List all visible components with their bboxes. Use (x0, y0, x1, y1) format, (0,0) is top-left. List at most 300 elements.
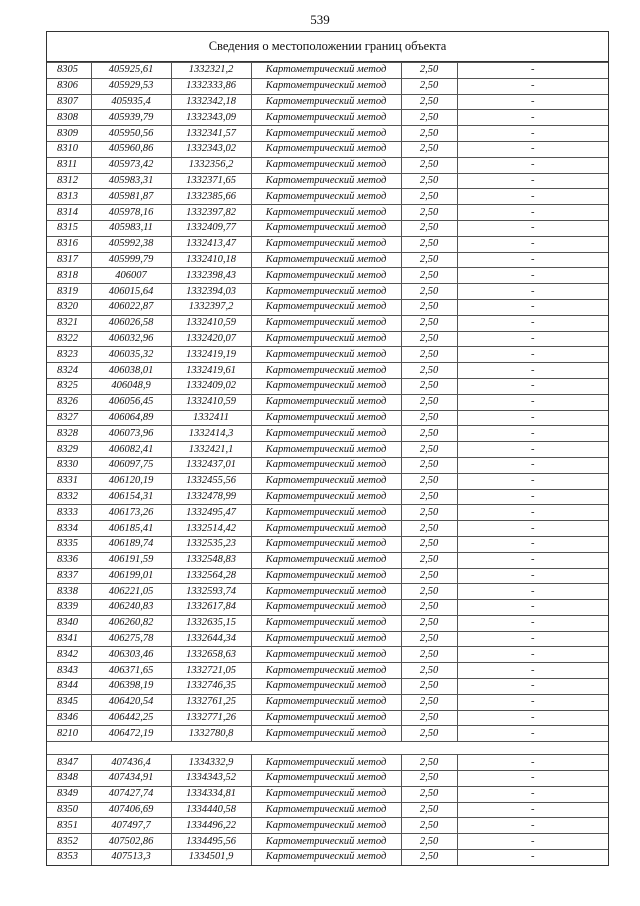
x-coordinate-cell: 405929,53 (91, 78, 171, 94)
x-coordinate-cell: 405960,86 (91, 141, 171, 157)
table-row (47, 850, 608, 865)
description-cell: - (457, 331, 608, 347)
x-coordinate-cell: 406420,54 (91, 694, 171, 710)
method-cell: Картометрический метод (251, 220, 401, 236)
point-number-cell: 8313 (47, 189, 91, 205)
accuracy-cell: 2,50 (401, 426, 457, 442)
point-number-cell: 8351 (47, 818, 91, 834)
method-cell: Картометрический метод (251, 252, 401, 268)
description-cell: - (457, 457, 608, 473)
table-row (47, 94, 608, 110)
point-number-cell: 8305 (47, 63, 91, 79)
point-number-cell: 8309 (47, 126, 91, 142)
accuracy-cell: 2,50 (401, 378, 457, 394)
y-coordinate-cell: 1332419,61 (171, 363, 251, 379)
description-cell: - (457, 552, 608, 568)
x-coordinate-cell: 407436,4 (91, 755, 171, 771)
x-coordinate-cell: 406048,9 (91, 378, 171, 394)
y-coordinate-cell: 1332410,59 (171, 315, 251, 331)
table-row (47, 647, 608, 663)
description-cell: - (457, 268, 608, 284)
y-coordinate-cell: 1332410,18 (171, 252, 251, 268)
method-cell: Картометрический метод (251, 378, 401, 394)
accuracy-cell: 2,50 (401, 94, 457, 110)
point-number-cell: 8339 (47, 600, 91, 616)
method-cell: Картометрический метод (251, 679, 401, 695)
group-separator (47, 742, 608, 755)
y-coordinate-cell: 1332409,02 (171, 378, 251, 394)
x-coordinate-cell: 406199,01 (91, 568, 171, 584)
description-cell: - (457, 584, 608, 600)
point-number-cell: 8336 (47, 552, 91, 568)
x-coordinate-cell: 407406,69 (91, 802, 171, 818)
x-coordinate-cell: 406472,19 (91, 726, 171, 742)
method-cell: Картометрический метод (251, 442, 401, 458)
accuracy-cell: 2,50 (401, 410, 457, 426)
y-coordinate-cell: 1332341,57 (171, 126, 251, 142)
y-coordinate-cell: 1332321,2 (171, 63, 251, 79)
method-cell: Картометрический метод (251, 489, 401, 505)
description-cell: - (457, 679, 608, 695)
accuracy-cell: 2,50 (401, 552, 457, 568)
x-coordinate-cell: 406032,96 (91, 331, 171, 347)
x-coordinate-cell: 406221,05 (91, 584, 171, 600)
x-coordinate-cell: 406240,83 (91, 600, 171, 616)
y-coordinate-cell: 1332343,09 (171, 110, 251, 126)
x-coordinate-cell: 406097,75 (91, 457, 171, 473)
accuracy-cell: 2,50 (401, 220, 457, 236)
description-cell: - (457, 252, 608, 268)
point-number-cell: 8350 (47, 802, 91, 818)
description-cell: - (457, 189, 608, 205)
y-coordinate-cell: 1332721,05 (171, 663, 251, 679)
method-cell: Картометрический метод (251, 315, 401, 331)
point-number-cell: 8326 (47, 394, 91, 410)
description-cell: - (457, 347, 608, 363)
y-coordinate-cell: 1332437,01 (171, 457, 251, 473)
accuracy-cell: 2,50 (401, 584, 457, 600)
x-coordinate-cell: 405978,16 (91, 205, 171, 221)
method-cell: Картометрический метод (251, 850, 401, 865)
point-number-cell: 8341 (47, 631, 91, 647)
table-row (47, 726, 608, 742)
table-row (47, 818, 608, 834)
description-cell: - (457, 663, 608, 679)
point-number-cell: 8316 (47, 236, 91, 252)
description-cell: - (457, 426, 608, 442)
table-row (47, 786, 608, 802)
table-row (47, 284, 608, 300)
y-coordinate-cell: 1332644,34 (171, 631, 251, 647)
x-coordinate-cell: 405999,79 (91, 252, 171, 268)
point-number-cell: 8335 (47, 536, 91, 552)
method-cell: Картометрический метод (251, 363, 401, 379)
accuracy-cell: 2,50 (401, 126, 457, 142)
y-coordinate-cell: 1334343,52 (171, 771, 251, 787)
accuracy-cell: 2,50 (401, 647, 457, 663)
description-cell: - (457, 442, 608, 458)
method-cell: Картометрический метод (251, 126, 401, 142)
x-coordinate-cell: 406185,41 (91, 521, 171, 537)
accuracy-cell: 2,50 (401, 173, 457, 189)
point-number-cell: 8338 (47, 584, 91, 600)
table-row (47, 489, 608, 505)
y-coordinate-cell: 1332617,84 (171, 600, 251, 616)
x-coordinate-cell: 405925,61 (91, 63, 171, 79)
point-number-cell: 8353 (47, 850, 91, 865)
method-cell: Картометрический метод (251, 157, 401, 173)
description-cell: - (457, 220, 608, 236)
y-coordinate-cell: 1332333,86 (171, 78, 251, 94)
accuracy-cell: 2,50 (401, 252, 457, 268)
x-coordinate-cell: 407497,7 (91, 818, 171, 834)
table-row (47, 363, 608, 379)
method-cell: Картометрический метод (251, 173, 401, 189)
table-row (47, 755, 608, 771)
accuracy-cell: 2,50 (401, 331, 457, 347)
accuracy-cell: 2,50 (401, 347, 457, 363)
x-coordinate-cell: 407427,74 (91, 786, 171, 802)
accuracy-cell: 2,50 (401, 78, 457, 94)
accuracy-cell: 2,50 (401, 189, 457, 205)
y-coordinate-cell: 1332514,42 (171, 521, 251, 537)
method-cell: Картометрический метод (251, 284, 401, 300)
point-number-cell: 8352 (47, 834, 91, 850)
y-coordinate-cell: 1332761,25 (171, 694, 251, 710)
method-cell: Картометрический метод (251, 410, 401, 426)
y-coordinate-cell: 1334440,58 (171, 802, 251, 818)
x-coordinate-cell: 406056,45 (91, 394, 171, 410)
description-cell: - (457, 205, 608, 221)
method-cell: Картометрический метод (251, 755, 401, 771)
description-cell: - (457, 126, 608, 142)
y-coordinate-cell: 1332398,43 (171, 268, 251, 284)
y-coordinate-cell: 1332371,65 (171, 173, 251, 189)
description-cell: - (457, 315, 608, 331)
point-number-cell: 8349 (47, 786, 91, 802)
accuracy-cell: 2,50 (401, 802, 457, 818)
table-row (47, 552, 608, 568)
table-row (47, 236, 608, 252)
table-row (47, 473, 608, 489)
method-cell: Картометрический метод (251, 331, 401, 347)
coordinates-group-1 (47, 63, 608, 742)
description-cell: - (457, 394, 608, 410)
table-row (47, 710, 608, 726)
x-coordinate-cell: 406398,19 (91, 679, 171, 695)
x-coordinate-cell: 406189,74 (91, 536, 171, 552)
table-row (47, 600, 608, 616)
table-row (47, 331, 608, 347)
point-number-cell: 8330 (47, 457, 91, 473)
y-coordinate-cell: 1332564,28 (171, 568, 251, 584)
y-coordinate-cell: 1334332,9 (171, 755, 251, 771)
accuracy-cell: 2,50 (401, 442, 457, 458)
method-cell: Картометрический метод (251, 94, 401, 110)
method-cell: Картометрический метод (251, 63, 401, 79)
method-cell: Картометрический метод (251, 552, 401, 568)
method-cell: Картометрический метод (251, 141, 401, 157)
y-coordinate-cell: 1332780,8 (171, 726, 251, 742)
table-row (47, 631, 608, 647)
point-number-cell: 8337 (47, 568, 91, 584)
method-cell: Картометрический метод (251, 521, 401, 537)
y-coordinate-cell: 1334496,22 (171, 818, 251, 834)
accuracy-cell: 2,50 (401, 818, 457, 834)
boundary-table-sheet (46, 31, 609, 866)
table-row (47, 378, 608, 394)
accuracy-cell: 2,50 (401, 679, 457, 695)
y-coordinate-cell: 1332421,1 (171, 442, 251, 458)
description-cell: - (457, 710, 608, 726)
table-row (47, 220, 608, 236)
description-cell: - (457, 363, 608, 379)
point-number-cell: 8343 (47, 663, 91, 679)
accuracy-cell: 2,50 (401, 521, 457, 537)
method-cell: Картометрический метод (251, 710, 401, 726)
x-coordinate-cell: 407513,3 (91, 850, 171, 865)
description-cell: - (457, 647, 608, 663)
point-number-cell: 8329 (47, 442, 91, 458)
table-row (47, 410, 608, 426)
y-coordinate-cell: 1334334,81 (171, 786, 251, 802)
description-cell: - (457, 631, 608, 647)
method-cell: Картометрический метод (251, 268, 401, 284)
method-cell: Картометрический метод (251, 394, 401, 410)
coordinates-table (47, 62, 608, 865)
y-coordinate-cell: 1332411 (171, 410, 251, 426)
method-cell: Картометрический метод (251, 584, 401, 600)
accuracy-cell: 2,50 (401, 568, 457, 584)
x-coordinate-cell: 407502,86 (91, 834, 171, 850)
x-coordinate-cell: 406154,31 (91, 489, 171, 505)
description-cell: - (457, 94, 608, 110)
accuracy-cell: 2,50 (401, 536, 457, 552)
table-row (47, 157, 608, 173)
y-coordinate-cell: 1332413,47 (171, 236, 251, 252)
y-coordinate-cell: 1332385,66 (171, 189, 251, 205)
point-number-cell: 8319 (47, 284, 91, 300)
table-row (47, 347, 608, 363)
x-coordinate-cell: 406260,82 (91, 615, 171, 631)
method-cell: Картометрический метод (251, 78, 401, 94)
accuracy-cell: 2,50 (401, 457, 457, 473)
y-coordinate-cell: 1334501,9 (171, 850, 251, 865)
y-coordinate-cell: 1332635,15 (171, 615, 251, 631)
description-cell: - (457, 834, 608, 850)
point-number-cell: 8334 (47, 521, 91, 537)
y-coordinate-cell: 1332593,74 (171, 584, 251, 600)
table-row (47, 536, 608, 552)
y-coordinate-cell: 1332356,2 (171, 157, 251, 173)
description-cell: - (457, 110, 608, 126)
accuracy-cell: 2,50 (401, 663, 457, 679)
accuracy-cell: 2,50 (401, 694, 457, 710)
accuracy-cell: 2,50 (401, 141, 457, 157)
point-number-cell: 8345 (47, 694, 91, 710)
table-row (47, 78, 608, 94)
method-cell: Картометрический метод (251, 771, 401, 787)
table-row (47, 110, 608, 126)
accuracy-cell: 2,50 (401, 631, 457, 647)
accuracy-cell: 2,50 (401, 363, 457, 379)
description-cell: - (457, 299, 608, 315)
description-cell: - (457, 536, 608, 552)
accuracy-cell: 2,50 (401, 834, 457, 850)
point-number-cell: 8331 (47, 473, 91, 489)
table-row (47, 457, 608, 473)
method-cell: Картометрический метод (251, 726, 401, 742)
table-row (47, 834, 608, 850)
accuracy-cell: 2,50 (401, 315, 457, 331)
table-row (47, 505, 608, 521)
accuracy-cell: 2,50 (401, 110, 457, 126)
x-coordinate-cell: 406022,87 (91, 299, 171, 315)
description-cell: - (457, 818, 608, 834)
point-number-cell: 8346 (47, 710, 91, 726)
y-coordinate-cell: 1332410,59 (171, 394, 251, 410)
x-coordinate-cell: 407434,91 (91, 771, 171, 787)
method-cell: Картометрический метод (251, 189, 401, 205)
table-row (47, 299, 608, 315)
point-number-cell: 8333 (47, 505, 91, 521)
table-row (47, 694, 608, 710)
description-cell: - (457, 489, 608, 505)
point-number-cell: 8312 (47, 173, 91, 189)
description-cell: - (457, 615, 608, 631)
method-cell: Картометрический метод (251, 834, 401, 850)
table-row (47, 63, 608, 79)
table-row (47, 442, 608, 458)
accuracy-cell: 2,50 (401, 299, 457, 315)
table-row (47, 315, 608, 331)
description-cell: - (457, 173, 608, 189)
method-cell: Картометрический метод (251, 236, 401, 252)
accuracy-cell: 2,50 (401, 505, 457, 521)
description-cell: - (457, 726, 608, 742)
table-row (47, 521, 608, 537)
description-cell: - (457, 378, 608, 394)
y-coordinate-cell: 1332342,18 (171, 94, 251, 110)
method-cell: Картометрический метод (251, 536, 401, 552)
x-coordinate-cell: 405992,38 (91, 236, 171, 252)
description-cell: - (457, 505, 608, 521)
description-cell: - (457, 600, 608, 616)
separator-row (47, 742, 608, 755)
x-coordinate-cell: 406120,19 (91, 473, 171, 489)
accuracy-cell: 2,50 (401, 268, 457, 284)
x-coordinate-cell: 405983,31 (91, 173, 171, 189)
description-cell: - (457, 157, 608, 173)
point-number-cell: 8320 (47, 299, 91, 315)
y-coordinate-cell: 1332535,23 (171, 536, 251, 552)
accuracy-cell: 2,50 (401, 615, 457, 631)
point-number-cell: 8321 (47, 315, 91, 331)
page-number: 539 (310, 12, 330, 27)
accuracy-cell: 2,50 (401, 489, 457, 505)
point-number-cell: 8328 (47, 426, 91, 442)
x-coordinate-cell: 406035,32 (91, 347, 171, 363)
x-coordinate-cell: 406064,89 (91, 410, 171, 426)
x-coordinate-cell: 405973,42 (91, 157, 171, 173)
point-number-cell: 8344 (47, 679, 91, 695)
table-row (47, 126, 608, 142)
x-coordinate-cell: 406275,78 (91, 631, 171, 647)
x-coordinate-cell: 405935,4 (91, 94, 171, 110)
accuracy-cell: 2,50 (401, 755, 457, 771)
y-coordinate-cell: 1332658,63 (171, 647, 251, 663)
table-title: Сведения о местоположении границ объекта (47, 32, 608, 62)
description-cell: - (457, 568, 608, 584)
method-cell: Картометрический метод (251, 615, 401, 631)
point-number-cell: 8315 (47, 220, 91, 236)
method-cell: Картометрический метод (251, 663, 401, 679)
y-coordinate-cell: 1332419,19 (171, 347, 251, 363)
y-coordinate-cell: 1332478,99 (171, 489, 251, 505)
method-cell: Картометрический метод (251, 505, 401, 521)
x-coordinate-cell: 405939,79 (91, 110, 171, 126)
y-coordinate-cell: 1332397,82 (171, 205, 251, 221)
point-number-cell: 8348 (47, 771, 91, 787)
method-cell: Картометрический метод (251, 802, 401, 818)
method-cell: Картометрический метод (251, 647, 401, 663)
point-number-cell: 8307 (47, 94, 91, 110)
y-coordinate-cell: 1332548,83 (171, 552, 251, 568)
method-cell: Картометрический метод (251, 631, 401, 647)
table-row (47, 189, 608, 205)
description-cell: - (457, 63, 608, 79)
description-cell: - (457, 521, 608, 537)
y-coordinate-cell: 1332394,03 (171, 284, 251, 300)
y-coordinate-cell: 1332455,56 (171, 473, 251, 489)
description-cell: - (457, 850, 608, 865)
method-cell: Картометрический метод (251, 110, 401, 126)
method-cell: Картометрический метод (251, 694, 401, 710)
point-number-cell: 8308 (47, 110, 91, 126)
table-row (47, 568, 608, 584)
accuracy-cell: 2,50 (401, 771, 457, 787)
description-cell: - (457, 78, 608, 94)
accuracy-cell: 2,50 (401, 157, 457, 173)
method-cell: Картометрический метод (251, 426, 401, 442)
point-number-cell: 8314 (47, 205, 91, 221)
y-coordinate-cell: 1332495,47 (171, 505, 251, 521)
method-cell: Картометрический метод (251, 786, 401, 802)
table-row (47, 584, 608, 600)
x-coordinate-cell: 406073,96 (91, 426, 171, 442)
point-number-cell: 8310 (47, 141, 91, 157)
point-number-cell: 8332 (47, 489, 91, 505)
y-coordinate-cell: 1334495,56 (171, 834, 251, 850)
point-number-cell: 8311 (47, 157, 91, 173)
description-cell: - (457, 410, 608, 426)
description-cell: - (457, 786, 608, 802)
y-coordinate-cell: 1332420,07 (171, 331, 251, 347)
accuracy-cell: 2,50 (401, 786, 457, 802)
y-coordinate-cell: 1332409,77 (171, 220, 251, 236)
method-cell: Картометрический метод (251, 457, 401, 473)
accuracy-cell: 2,50 (401, 850, 457, 865)
description-cell: - (457, 284, 608, 300)
accuracy-cell: 2,50 (401, 236, 457, 252)
table-row (47, 173, 608, 189)
point-number-cell: 8325 (47, 378, 91, 394)
y-coordinate-cell: 1332343,02 (171, 141, 251, 157)
table-row (47, 679, 608, 695)
accuracy-cell: 2,50 (401, 710, 457, 726)
x-coordinate-cell: 405983,11 (91, 220, 171, 236)
x-coordinate-cell: 405950,56 (91, 126, 171, 142)
